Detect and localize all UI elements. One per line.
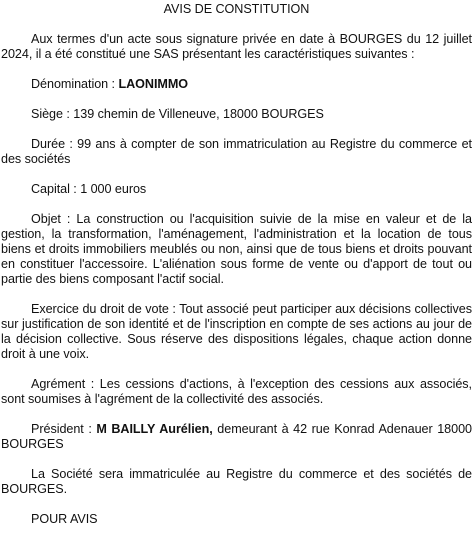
intro-paragraph: Aux termes d'un acte sous signature privée en date à BOURGES du 12 juillet 2024, il a été constitué une SAS présentant les caractéristiques suivantes :	[1, 32, 472, 61]
duree-paragraph: Durée : 99 ans à compter de son immatriculation au Registre du commerce et des sociétés	[1, 137, 472, 166]
closing-line: POUR AVIS	[31, 512, 98, 526]
vote-paragraph: Exercice du droit de vote : Tout associé peut participer aux décisions collectives sur justification de son identité et de l'inscription en compte de ses actions au jour de la décision collective. Sous réserve des dispositions légales, chaque action donne droit à une voix.	[1, 302, 472, 361]
president-label: Président :	[31, 422, 97, 436]
president-address: demeurant à 42 rue Konrad Adenauer 18000 BOURGES	[1, 422, 473, 451]
president-paragraph	[1, 422, 472, 452]
president-name: M BAILLY Aurélien,	[96, 422, 213, 436]
company-name: LAONIMMO	[118, 77, 189, 91]
denomination-label: Dénomination :	[31, 77, 119, 91]
siege-line: Siège : 139 chemin de Villeneuve, 18000 BOURGES	[31, 107, 324, 121]
notice-title: AVIS DE CONSTITUTION	[163, 2, 310, 16]
agrement-paragraph: Agrément : Les cessions d'actions, à l'exception des cessions aux associés, sont soumises à l'agrément de la collectivité des associés.	[1, 377, 472, 406]
objet-paragraph: Objet : La construction ou l'acquisition suivie de la mise en valeur et de la gestion, la transformation, l'aménagement, l'administration et la location de tous biens et droits immobiliers meublés ou non, ainsi que de tous biens et droits pouvant en constituer l'accessoire. L'aliénation sous forme de vente ou d'apport de tout ou partie des biens composant l'actif social.	[1, 212, 472, 286]
capital-line: Capital : 1 000 euros	[31, 182, 147, 196]
denomination-line	[1, 77, 472, 92]
immatriculation-paragraph: La Société sera immatriculée au Registre du commerce et des sociétés de BOURGES.	[1, 467, 472, 496]
